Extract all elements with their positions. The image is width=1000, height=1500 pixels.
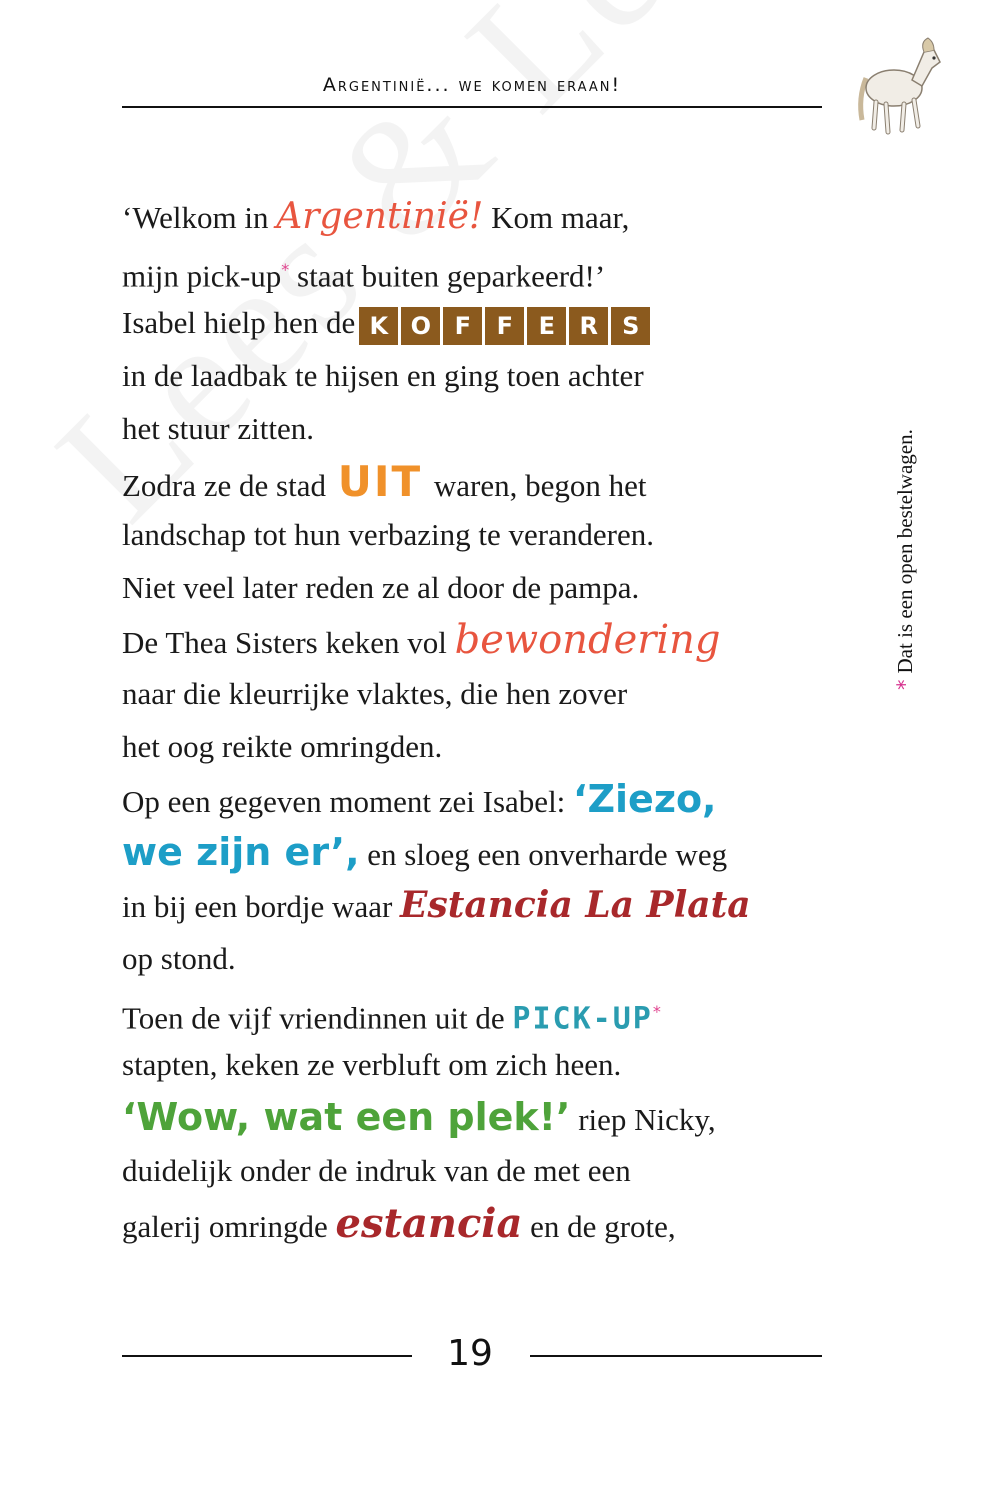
- text-run: Toen de vijf vriendinnen uit de: [122, 1000, 513, 1036]
- word-argentinie: Argentinië!: [276, 196, 484, 237]
- running-head: Argentinië... we komen eraan!: [322, 74, 622, 96]
- text-run: galerij omringde: [122, 1209, 336, 1244]
- footnote-asterisk: *: [893, 679, 917, 690]
- text-line: naar die kleurrijke vlaktes, die hen zover: [122, 676, 628, 711]
- text-line: op stond.: [122, 941, 236, 976]
- text-line: landschap tot hun verbazing te veranderen.: [122, 517, 654, 552]
- text-run: ‘Welkom in: [122, 200, 277, 235]
- text-line: [122, 879, 842, 932]
- text-line: [122, 296, 842, 349]
- text-line: het stuur zitten.: [122, 411, 314, 446]
- text-line: [122, 190, 842, 243]
- text-line: [122, 1197, 842, 1250]
- word-pick-up: PICK-UP: [512, 1001, 653, 1037]
- sign-estancia-la-plata: Estancia La Plata: [400, 884, 751, 926]
- word-estancia: estancia: [335, 1200, 523, 1247]
- quote-we-zijn-er: we zijn er’,: [122, 830, 360, 874]
- koffers-tile: K: [359, 307, 398, 345]
- footnote-text: Dat is een open bestelwagen.: [893, 429, 917, 674]
- text-run: en de grote,: [522, 1209, 676, 1244]
- text-line: Niet veel later reden ze al door de pampa.: [122, 570, 640, 605]
- footnote-marker: *: [652, 1002, 661, 1021]
- text-line: [122, 455, 842, 508]
- koffers-tile: R: [569, 307, 608, 345]
- text-run: Zodra ze de stad: [122, 468, 334, 503]
- text-line: [122, 826, 842, 879]
- text-run: in bij een bordje waar: [122, 889, 401, 924]
- page-number: 19: [447, 1333, 493, 1374]
- footer-rule-right: [530, 1355, 822, 1357]
- text-line: [122, 614, 842, 667]
- text-line: [122, 1091, 842, 1144]
- koffers-tile: E: [527, 307, 566, 345]
- text-run: staat buiten geparkeerd!’: [289, 258, 606, 294]
- text-run: Op een gegeven moment zei Isabel:: [122, 784, 574, 819]
- text-run: De Thea Sisters keken vol: [122, 625, 455, 660]
- koffers-tile: F: [485, 307, 524, 345]
- koffers-tile: O: [401, 307, 440, 345]
- text-run: Isabel hielp hen de: [122, 305, 356, 340]
- footnote: [893, 429, 918, 690]
- text-line: stapten, keken ze verbluft om zich heen.: [122, 1047, 622, 1082]
- text-line: in de laadbak te hijsen en ging toen achter: [122, 358, 644, 393]
- word-uit: UIT: [337, 457, 423, 506]
- text-run: mijn pick-up: [122, 258, 282, 294]
- horse-illustration: [848, 28, 948, 140]
- text-run: riep Nicky,: [570, 1102, 716, 1137]
- quote-wow: ‘Wow, wat een plek!’: [122, 1095, 571, 1139]
- footer-rule-left: [122, 1355, 412, 1357]
- text-line: [122, 773, 842, 826]
- text-run: Kom maar,: [483, 200, 630, 235]
- text-line: [122, 243, 842, 296]
- text-line: duidelijk onder de indruk van de met een: [122, 1153, 631, 1188]
- koffers-tile: F: [443, 307, 482, 345]
- word-bewondering: bewondering: [454, 617, 721, 663]
- header-rule: [122, 106, 822, 108]
- text-line: het oog reikte omringden.: [122, 729, 443, 764]
- text-line: [122, 985, 842, 1038]
- footnote-marker: *: [281, 260, 290, 279]
- koffers-tile: S: [611, 307, 650, 345]
- quote-ziezo: ‘Ziezo,: [573, 777, 717, 821]
- text-run: en sloeg een onverharde weg: [359, 837, 728, 872]
- word-koffers: [359, 307, 650, 345]
- text-run: waren, begon het: [426, 468, 647, 503]
- body-text: [122, 190, 842, 1250]
